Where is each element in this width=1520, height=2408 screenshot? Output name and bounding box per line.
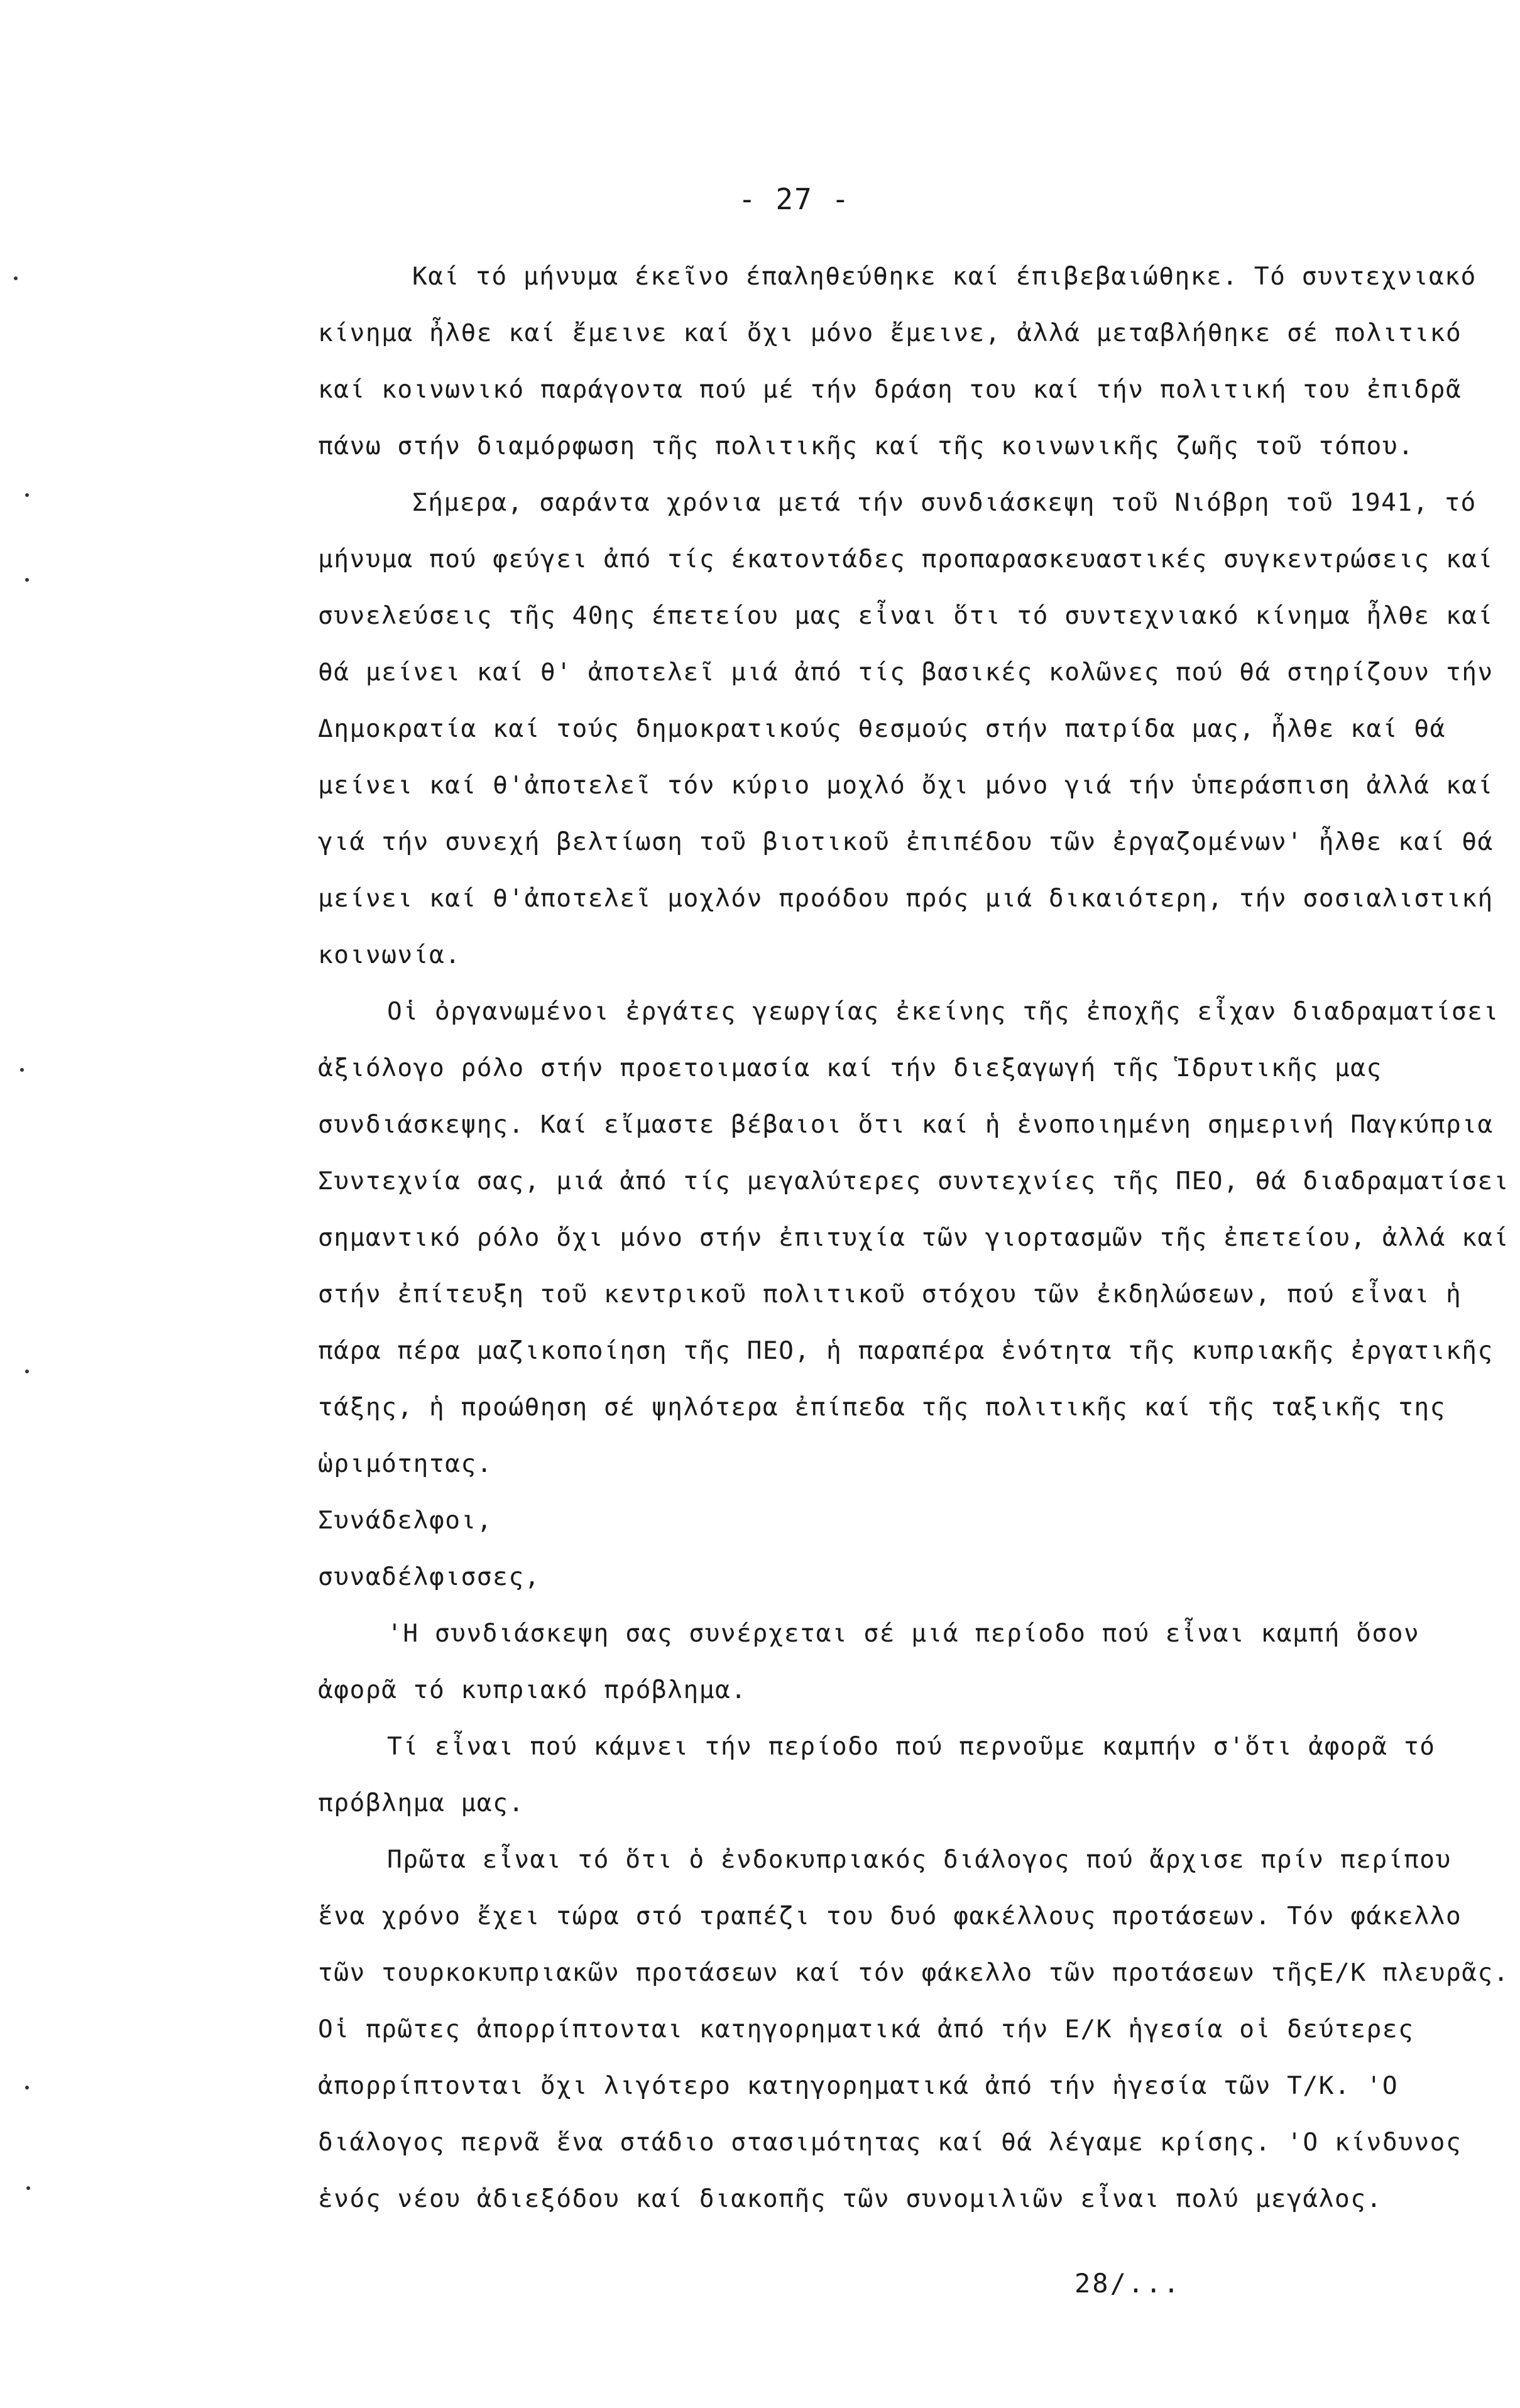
scan-speck: [25, 2086, 29, 2089]
paragraph-3: Οἱ ὀργανωμένοι ἐργάτες γεωργίας ἐκείνης τῆς ἐποχῆς εἶχαν διαδραματίσει ἀξιόλογο ρόλο στήν προετοιμασία καί τήν διεξαγωγή τῆς Ἱδρυτικῆς μας συνδιάσκεψης. Καί εἴμαστε βέβαιοι ὅτι καί ἡ ἑνοποιημένη σημερινή Παγκύπρια Συντεχνία σας, μιά ἀπό τίς μεγαλύτερες συντεχνίες τῆς ΠΕΟ, θά διαδραματίσει σημαντικό ρόλο ὄχι μόνο στήν ἐπιτυχία τῶν γιορτασμῶν τῆς ἐπετείου, ἀλλά καί στήν ἐπίτευξη τοῦ κεντρικοῦ πολιτικοῦ στόχου τῶν ἐκδηλώσεων, πού εἶναι ἡ πάρα πέρα μαζικοποίηση τῆς ΠΕΟ, ἡ παραπέρα ἑνότητα τῆς κυπριακῆς ἐργατικῆς τάξης, ἡ προώθηση σέ ψηλότερα ἐπίπεδα τῆς πολιτικῆς καί τῆς ταξικῆς της ὡριμότητας.: [318, 997, 1510, 1478]
scan-speck: [20, 1068, 24, 1072]
scan-speck: [14, 276, 18, 280]
salutation-line-2: συναδέλφισσες,: [318, 1562, 540, 1591]
page-number: - 27 -: [738, 182, 851, 216]
paragraph-1: Καί τό μήνυμα έκεῖνο έπαληθεύθηκε καί έπιβεβαιώθηκε. Τό συντεχνιακό κίνημα ἦλθε καί ἔμεινε καί ὄχι μόνο ἔμεινε, ἀλλά μεταβλήθηκε σέ πολιτικό καί κοινωνικό παράγοντα πού μέ τήν δράση του καί τήν πολιτική του ἐπιδρᾶ πάνω στήν διαμόρφωση τῆς πολιτικῆς καί τῆς κοινωνικῆς ζωῆς τοῦ τόπου.: [318, 262, 1477, 460]
paragraph-6: Πρῶτα εἶναι τό ὅτι ὁ ἐνδοκυπριακός διάλογος πού ἄρχισε πρίν περίπου ἕνα χρόνο ἔχει τώρα στό τραπέζι του δυό φακέλλους προτάσεων. Τόν φάκελλο τῶν τουρκοκυπριακῶν προτάσεων καί τόν φάκελλο τῶν προτάσεων τῆςΕ/Κ πλευρᾶς. Οἱ πρῶτες ἀπορρίπτονται κατηγορηματικά ἀπό τήν Ε/Κ ἡγεσία οἱ δεύτερες ἀπορρίπτονται ὄχι λιγότερο κατηγορηματικά ἀπό τήν ἡγεσία τῶν Τ/Κ. 'Ο διάλογος περνᾶ ἕνα στάδιο στασιμότητας καί θά λέγαμε κρίσης. 'Ο κίνδυνος ἑνός νέου ἀδιεξόδου καί διακοπῆς τῶν συνομιλιῶν εἶναι πολύ μεγάλος.: [318, 1845, 1510, 2213]
scan-speck: [25, 578, 29, 582]
salutation-line-1: Συνάδελφοι,: [318, 1506, 493, 1535]
scan-speck: [25, 1370, 29, 1373]
scan-speck: [25, 493, 29, 497]
continuation-marker: 28/...: [1074, 2268, 1181, 2299]
scan-speck: [26, 2186, 30, 2190]
document-body: [318, 248, 1512, 2227]
paragraph-4: 'Η συνδιάσκεψη σας συνέρχεται σέ μιά περίοδο πού εἶναι καμπή ὅσον ἀφορᾶ τό κυπριακό πρόβλημα.: [318, 1619, 1420, 1704]
paragraph-2: Σήμερα, σαράντα χρόνια μετά τήν συνδιάσκεψη τοῦ Νιόβρη τοῦ 1941, τό μήνυμα πού φεύγει ἀπό τίς έκατοντάδες προπαρασκευαστικές συγκεντρώσεις καί συνελεύσεις τῆς 40ης έπετείου μας εἶναι ὅτι τό συντεχνιακό κίνημα ἦλθε καί θά μείνει καί θ' ἀποτελεῖ μιά ἀπό τίς βασικές κολῶνες πού θά στηρίζουν τήν Δημοκρατία καί τούς δημοκρατικούς θεσμούς στήν πατρίδα μας, ἦλθε καί θά μείνει καί θ'ἀποτελεῖ τόν κύριο μοχλό ὄχι μόνο γιά τήν ὑπεράσπιση ἀλλά καί γιά τήν συνεχή βελτίωση τοῦ βιοτικοῦ ἐπιπέδου τῶν ἐργαζομένων' ἦλθε καί θά μείνει καί θ'ἀποτελεῖ μοχλόν προόδου πρός μιά δικαιότερη, τήν σοσιαλιστική κοινωνία.: [318, 488, 1494, 969]
paragraph-5: Τί εἶναι πού κάμνει τήν περίοδο πού περνοῦμε καμπήν σ'ὅτι ἀφορᾶ τό πρόβλημα μας.: [318, 1732, 1436, 1817]
